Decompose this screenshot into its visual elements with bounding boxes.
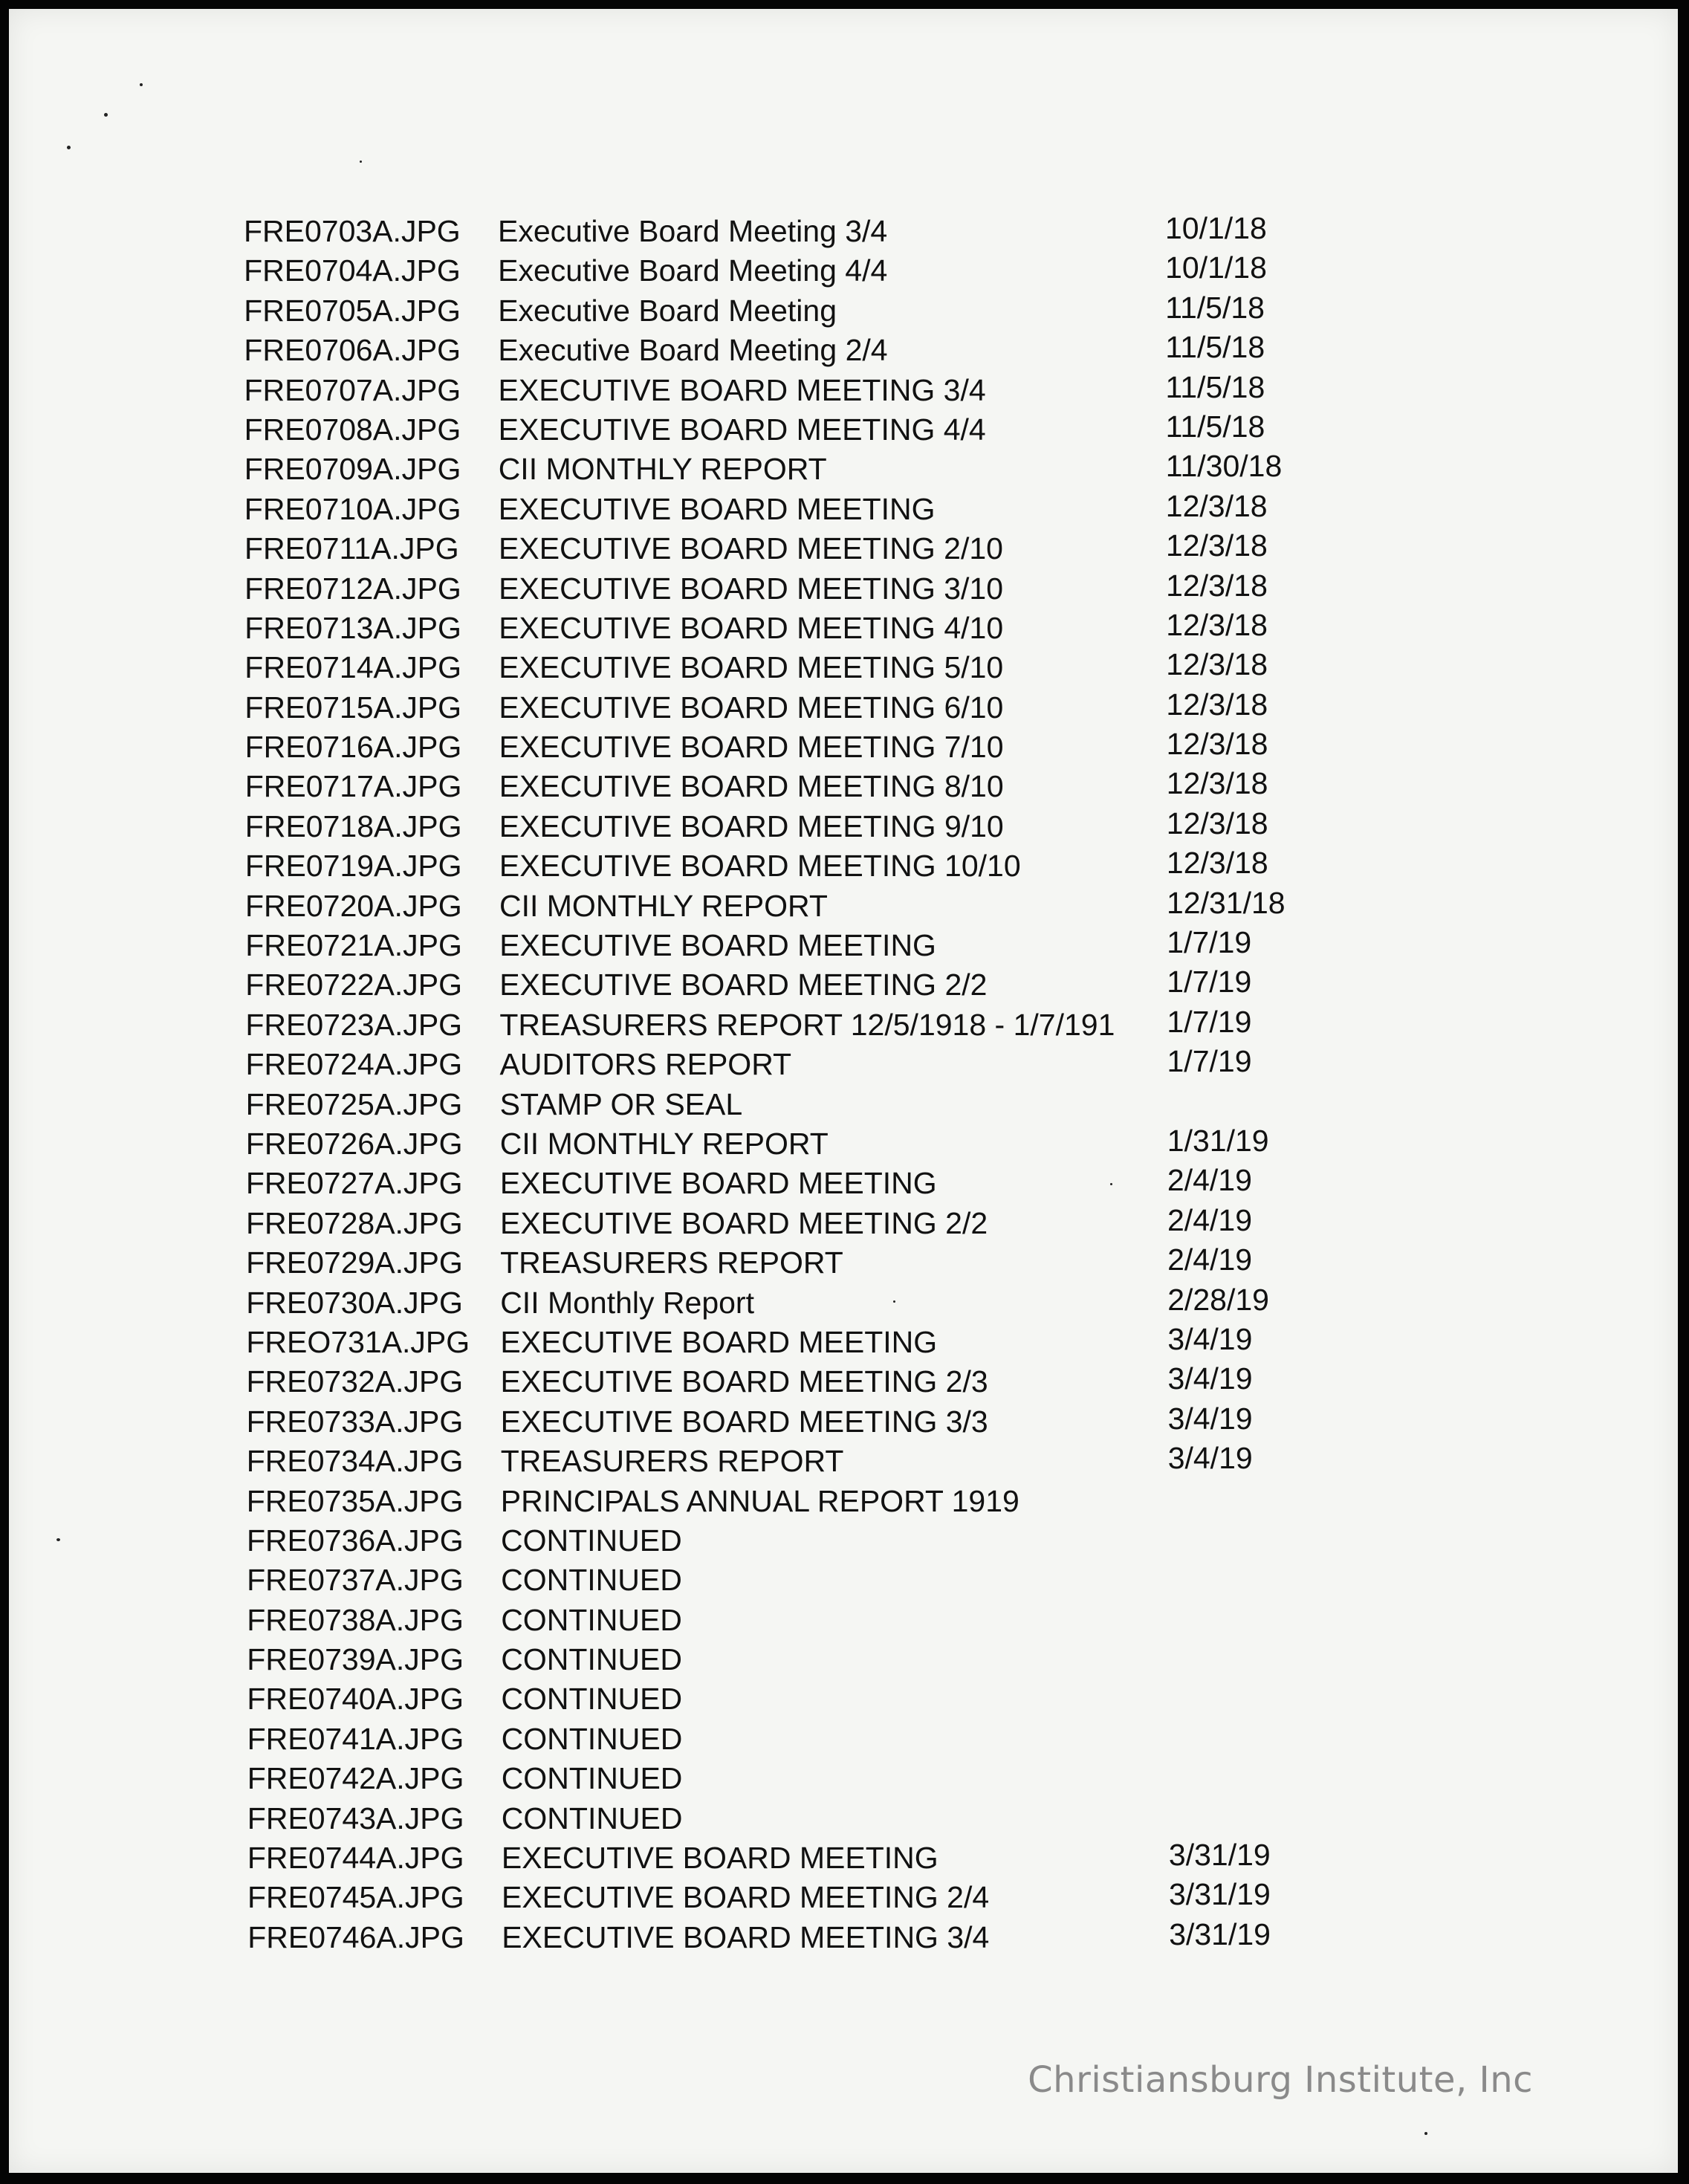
document-date: 12/3/18 (1166, 528, 1268, 563)
list-item (239, 1401, 1351, 1444)
file-name: FRE0727A.JPG (245, 1166, 463, 1201)
file-name: FRE0735A.JPG (246, 1483, 464, 1518)
list-item (236, 211, 1351, 253)
document-date: 1/7/19 (1167, 925, 1252, 960)
list-item (239, 1361, 1352, 1404)
document-description: EXECUTIVE BOARD MEETING (501, 1841, 938, 1876)
document-date: 11/5/18 (1165, 330, 1265, 365)
document-description: EXECUTIVE BOARD MEETING 2/2 (499, 968, 988, 1002)
file-name: FRE0722A.JPG (245, 968, 462, 1002)
file-name: FRE0711A.JPG (244, 531, 459, 566)
list-item (239, 1523, 1351, 1563)
document-date: 12/3/18 (1166, 806, 1268, 840)
file-name: FRE0703A.JPG (244, 214, 461, 248)
document-description: EXECUTIVE BOARD MEETING (500, 1324, 938, 1359)
document-description: CONTINUED (501, 1523, 682, 1558)
list-item (236, 290, 1351, 333)
list-item (239, 1642, 1351, 1682)
file-name: FRE0729A.JPG (246, 1245, 463, 1280)
list-item (238, 1004, 1351, 1047)
file-name: FRE0723A.JPG (245, 1007, 463, 1042)
file-name: FRE0745A.JPG (247, 1880, 464, 1915)
document-description: Executive Board Meeting 2/4 (498, 333, 888, 368)
document-description: CONTINUED (501, 1682, 683, 1717)
document-date: 3/4/19 (1167, 1321, 1253, 1356)
document-description: EXECUTIVE BOARD MEETING 4/10 (499, 610, 1004, 645)
document-date: 3/31/19 (1169, 1916, 1271, 1951)
list-item (239, 1123, 1351, 1166)
list-item (239, 1202, 1351, 1245)
file-name: FRE0725A.JPG (245, 1086, 463, 1121)
list-item (238, 925, 1351, 968)
file-name: FRE0709A.JPG (244, 452, 461, 487)
document-date: 3/31/19 (1169, 1877, 1271, 1912)
document-description: EXECUTIVE BOARD MEETING 7/10 (499, 730, 1004, 765)
paper-speck (56, 1538, 60, 1541)
list-item (236, 250, 1351, 293)
document-description: EXECUTIVE BOARD MEETING 2/10 (499, 531, 1003, 566)
document-description: EXECUTIVE BOARD MEETING (499, 1166, 937, 1201)
document-description: CONTINUED (501, 1602, 682, 1637)
file-name: FRE0726A.JPG (245, 1126, 463, 1161)
document-description: CII Monthly Report (500, 1285, 754, 1320)
document-date: 10/1/18 (1165, 250, 1267, 285)
paper-speck (104, 113, 108, 117)
document-description: EXECUTIVE BOARD MEETING 3/4 (498, 372, 986, 407)
list-item (240, 1722, 1351, 1761)
document-description: Executive Board Meeting (498, 293, 837, 328)
list-item (240, 1916, 1351, 1960)
document-description: TREASURERS REPORT (500, 1245, 843, 1280)
file-name: FRE0730A.JPG (246, 1285, 463, 1320)
document-date: 12/3/18 (1166, 647, 1268, 682)
document-description: Executive Board Meeting 4/4 (498, 253, 888, 288)
document-date: 1/7/19 (1167, 1044, 1252, 1079)
document-description: Executive Board Meeting 3/4 (498, 214, 888, 248)
list-item (237, 409, 1351, 452)
list-item (238, 806, 1351, 849)
document-date: 2/28/19 (1167, 1282, 1269, 1317)
list-item (237, 647, 1351, 690)
file-name: FRE0712A.JPG (244, 571, 461, 606)
document-date: 2/4/19 (1167, 1202, 1252, 1237)
paper-speck (67, 146, 71, 149)
paper-speck (140, 83, 143, 86)
document-description: EXECUTIVE BOARD MEETING 4/4 (498, 412, 986, 447)
document-date: 11/30/18 (1165, 449, 1283, 484)
list-item (239, 1563, 1351, 1602)
list-item (238, 965, 1351, 1007)
watermark: Christiansburg Institute, Inc (1028, 2059, 1533, 2101)
document-date: 3/4/19 (1167, 1401, 1253, 1436)
list-item (236, 330, 1351, 372)
document-date: 12/3/18 (1166, 568, 1268, 603)
document-description: STAMP OR SEAL (499, 1086, 743, 1121)
list-item (239, 1087, 1351, 1127)
document-description: EXECUTIVE BOARD MEETING (498, 491, 936, 526)
document-date: 12/3/18 (1166, 846, 1268, 881)
file-index-list (236, 211, 1351, 1960)
document-date: 12/3/18 (1165, 488, 1268, 523)
list-item (240, 1801, 1351, 1841)
document-description: CONTINUED (501, 1761, 683, 1796)
list-item (238, 846, 1351, 888)
document-date: 10/1/18 (1165, 211, 1267, 245)
list-item (239, 1682, 1351, 1721)
paper-speck (1424, 2132, 1427, 2135)
file-name: FRE0719A.JPG (244, 849, 462, 884)
list-item (239, 1603, 1351, 1642)
document-date: 12/31/18 (1167, 885, 1286, 920)
document-description: CONTINUED (501, 1563, 682, 1598)
document-description: CONTINUED (501, 1721, 683, 1756)
file-name: FRE0738A.JPG (247, 1602, 464, 1637)
file-name: FRE0743A.JPG (247, 1801, 464, 1835)
document-description: PRINCIPALS ANNUAL REPORT 1919 (500, 1483, 1019, 1518)
file-name: FRE0742A.JPG (247, 1761, 464, 1796)
document-description: CII MONTHLY REPORT (499, 1126, 829, 1161)
document-date: 12/3/18 (1166, 687, 1268, 722)
document-date: 1/7/19 (1167, 965, 1252, 999)
document-description: CII MONTHLY REPORT (499, 888, 828, 923)
document-description: EXECUTIVE BOARD MEETING 10/10 (499, 849, 1021, 884)
document-date: 12/3/18 (1166, 766, 1268, 801)
document-description: EXECUTIVE BOARD MEETING 5/10 (499, 650, 1004, 685)
document-description: EXECUTIVE BOARD MEETING 3/4 (502, 1919, 990, 1954)
file-name: FRE0724A.JPG (245, 1047, 463, 1082)
list-item (240, 1838, 1351, 1880)
file-name: FRE0740A.JPG (247, 1682, 464, 1717)
file-name: FREO731A.JPG (246, 1324, 470, 1359)
document-description: EXECUTIVE BOARD MEETING 8/10 (499, 769, 1004, 804)
list-item (239, 1163, 1351, 1205)
document-date: 2/4/19 (1167, 1242, 1253, 1277)
list-item (240, 1761, 1351, 1801)
file-name: FRE0718A.JPG (244, 809, 462, 843)
document-date: 3/31/19 (1168, 1838, 1271, 1873)
list-item (238, 766, 1351, 809)
file-name: FRE0721A.JPG (245, 928, 462, 963)
list-item (237, 687, 1351, 730)
list-item (237, 528, 1351, 571)
file-name: FRE0710A.JPG (244, 491, 461, 526)
file-name: FRE0705A.JPG (244, 293, 461, 328)
file-name: FRE0704A.JPG (244, 253, 461, 288)
document-date: 12/3/18 (1166, 727, 1268, 762)
file-name: FRE0741A.JPG (247, 1721, 464, 1756)
list-item (237, 568, 1351, 611)
document-date: 11/5/18 (1165, 290, 1265, 325)
file-name: FRE0706A.JPG (244, 333, 461, 368)
list-item (238, 885, 1351, 928)
document-description: AUDITORS REPORT (499, 1047, 792, 1082)
list-item (239, 1321, 1351, 1364)
document-description: CONTINUED (501, 1642, 683, 1677)
list-item (239, 1484, 1351, 1523)
document-description: EXECUTIVE BOARD MEETING 6/10 (499, 690, 1004, 725)
document-date: 1/31/19 (1167, 1123, 1269, 1158)
file-name: FRE0732A.JPG (246, 1364, 464, 1399)
document-description: TREASURERS REPORT (500, 1444, 844, 1479)
file-name: FRE0717A.JPG (244, 769, 462, 804)
file-name: FRE0714A.JPG (244, 650, 461, 685)
file-name: FRE0715A.JPG (244, 690, 462, 725)
list-item (237, 449, 1351, 491)
file-name: FRE0736A.JPG (247, 1523, 464, 1558)
document-date: 3/4/19 (1167, 1361, 1253, 1396)
document-description: EXECUTIVE BOARD MEETING 3/10 (499, 571, 1004, 606)
paper-speck (360, 161, 362, 163)
file-name: FRE0713A.JPG (244, 610, 461, 645)
list-item (238, 727, 1351, 769)
list-item (239, 1441, 1351, 1483)
list-item (237, 488, 1351, 531)
document-description: EXECUTIVE BOARD MEETING 2/2 (500, 1205, 988, 1240)
document-description: EXECUTIVE BOARD MEETING 2/4 (502, 1880, 990, 1915)
file-name: FRE0716A.JPG (244, 730, 462, 765)
document-description: CONTINUED (501, 1801, 683, 1835)
list-item (237, 607, 1351, 650)
list-item (239, 1242, 1351, 1285)
document-date: 12/3/18 (1166, 607, 1268, 642)
document-date: 2/4/19 (1167, 1163, 1252, 1198)
file-name: FRE0744A.JPG (247, 1841, 464, 1876)
file-name: FRE0733A.JPG (246, 1404, 464, 1439)
file-name: FRE0708A.JPG (244, 412, 461, 447)
document-description: EXECUTIVE BOARD MEETING 2/3 (500, 1364, 988, 1399)
list-item (239, 1044, 1352, 1086)
file-name: FRE0734A.JPG (246, 1444, 464, 1479)
document-date: 3/4/19 (1167, 1441, 1253, 1476)
document-description: EXECUTIVE BOARD MEETING 3/3 (500, 1404, 988, 1439)
document-description: CII MONTHLY REPORT (498, 452, 827, 487)
file-name: FRE0739A.JPG (247, 1642, 464, 1677)
document-date: 11/5/18 (1165, 409, 1265, 444)
document-date: 11/5/18 (1165, 369, 1265, 404)
document-date: 1/7/19 (1167, 1004, 1252, 1039)
document-description: EXECUTIVE BOARD MEETING 9/10 (499, 809, 1004, 843)
file-name: FRE0720A.JPG (245, 888, 462, 923)
document-description: EXECUTIVE BOARD MEETING (499, 928, 936, 963)
list-item (239, 1282, 1351, 1325)
document-description: TREASURERS REPORT 12/5/1918 - 1/7/191 (499, 1007, 1115, 1042)
file-name: FRE0707A.JPG (244, 372, 461, 407)
list-item (237, 369, 1352, 412)
list-item (240, 1877, 1351, 1919)
file-name: FRE0737A.JPG (247, 1563, 464, 1598)
file-name: FRE0746A.JPG (247, 1919, 464, 1954)
file-name: FRE0728A.JPG (246, 1205, 463, 1240)
